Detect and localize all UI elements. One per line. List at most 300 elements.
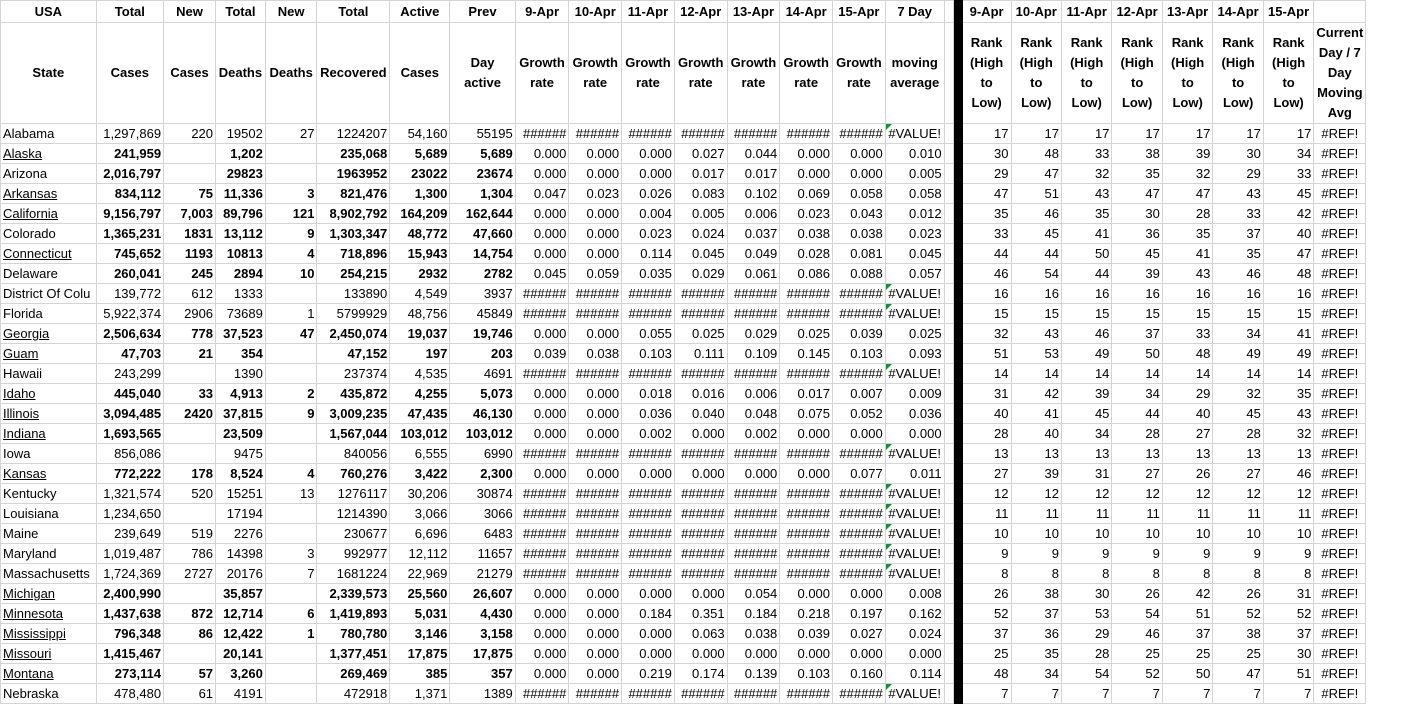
ratio-cell[interactable]: #REF! (1314, 504, 1366, 524)
data-cell[interactable]: 230677 (317, 524, 390, 544)
data-cell[interactable] (265, 584, 317, 604)
data-cell[interactable]: ###### (569, 284, 622, 304)
rank-cell[interactable]: 35 (1112, 164, 1162, 184)
rank-cell[interactable]: 46 (1011, 204, 1061, 224)
rank-cell[interactable]: 35 (1263, 384, 1313, 404)
state-name-cell[interactable]: Kentucky (1, 484, 97, 504)
data-cell[interactable]: 0.000 (515, 164, 569, 184)
rank-cell[interactable]: 10 (1062, 524, 1112, 544)
data-cell[interactable]: 1389 (450, 684, 515, 704)
rank-cell[interactable]: 31 (1062, 464, 1112, 484)
data-cell[interactable]: 20,141 (216, 644, 266, 664)
data-cell[interactable]: 0.162 (885, 604, 944, 624)
data-cell[interactable]: 0.025 (674, 324, 727, 344)
data-cell[interactable]: ###### (569, 124, 622, 144)
rank-cell[interactable]: 9 (962, 544, 1011, 564)
data-cell[interactable]: 23022 (390, 164, 450, 184)
data-cell[interactable]: 1390 (216, 364, 266, 384)
data-cell[interactable]: 3,066 (390, 504, 450, 524)
data-cell[interactable]: 164,209 (390, 204, 450, 224)
data-cell[interactable] (265, 644, 317, 664)
ratio-cell[interactable]: #REF! (1314, 604, 1366, 624)
data-cell[interactable]: 0.000 (569, 624, 622, 644)
state-name-cell[interactable]: Hawaii (1, 364, 97, 384)
data-cell[interactable]: 772,222 (96, 464, 163, 484)
data-cell[interactable]: 0.000 (622, 584, 675, 604)
rank-cell[interactable]: 35 (1011, 644, 1061, 664)
data-cell[interactable]: ###### (780, 504, 833, 524)
rank-cell[interactable]: 13 (1213, 444, 1263, 464)
rank-cell[interactable]: 47 (962, 184, 1011, 204)
data-cell[interactable]: 19,037 (390, 324, 450, 344)
data-cell[interactable]: 6,555 (390, 444, 450, 464)
rank-cell[interactable]: 31 (962, 384, 1011, 404)
ratio-cell[interactable]: #REF! (1314, 384, 1366, 404)
rank-cell[interactable]: 8 (1112, 564, 1162, 584)
data-cell[interactable]: 0.016 (674, 384, 727, 404)
rank-cell[interactable]: 9 (1213, 544, 1263, 564)
header-cell[interactable]: New (265, 1, 317, 23)
data-cell[interactable]: 121 (265, 204, 317, 224)
data-cell[interactable]: 19502 (216, 124, 266, 144)
data-cell[interactable]: 3 (265, 544, 317, 564)
data-cell[interactable]: 3,146 (390, 624, 450, 644)
data-cell[interactable]: 0.160 (833, 664, 886, 684)
rank-cell[interactable]: 52 (1263, 604, 1313, 624)
data-cell[interactable]: 4,255 (390, 384, 450, 404)
data-cell[interactable]: 61 (164, 684, 216, 704)
rank-cell[interactable]: 8 (1062, 564, 1112, 584)
header-cell[interactable]: 13-Apr (1162, 1, 1212, 23)
data-cell[interactable]: 0.000 (569, 224, 622, 244)
data-cell[interactable]: 0.024 (674, 224, 727, 244)
data-cell[interactable]: ###### (674, 284, 727, 304)
data-cell[interactable]: ###### (515, 284, 569, 304)
data-cell[interactable]: ###### (674, 544, 727, 564)
header-cell[interactable]: 14-Apr (1213, 1, 1263, 23)
data-cell[interactable]: 0.002 (727, 424, 780, 444)
data-cell[interactable]: 0.006 (727, 384, 780, 404)
data-cell[interactable] (265, 364, 317, 384)
data-cell[interactable]: #VALUE! (885, 444, 944, 464)
data-cell[interactable]: 0.000 (515, 664, 569, 684)
rank-cell[interactable]: 49 (1263, 344, 1313, 364)
data-cell[interactable]: 0.009 (885, 384, 944, 404)
data-cell[interactable]: 1 (265, 624, 317, 644)
data-cell[interactable]: 13,112 (216, 224, 266, 244)
data-cell[interactable]: ###### (622, 304, 675, 324)
data-cell[interactable]: 0.077 (833, 464, 886, 484)
header-cell[interactable]: Total (96, 1, 163, 23)
data-cell[interactable]: 0.000 (833, 424, 886, 444)
rank-cell[interactable]: 14 (1062, 364, 1112, 384)
data-cell[interactable]: ###### (833, 304, 886, 324)
data-cell[interactable]: 15,943 (390, 244, 450, 264)
rank-cell[interactable]: 34 (1011, 664, 1061, 684)
data-cell[interactable]: 0.114 (885, 664, 944, 684)
data-cell[interactable]: ###### (622, 544, 675, 564)
data-cell[interactable]: 12,422 (216, 624, 266, 644)
data-cell[interactable]: ###### (780, 484, 833, 504)
rank-cell[interactable]: 30 (1062, 584, 1112, 604)
rank-cell[interactable]: 12 (1112, 484, 1162, 504)
rank-cell[interactable]: 47 (1162, 184, 1212, 204)
data-cell[interactable]: 0.000 (515, 224, 569, 244)
rank-cell[interactable]: 10 (1263, 524, 1313, 544)
data-cell[interactable]: ###### (674, 564, 727, 584)
data-cell[interactable]: 0.063 (674, 624, 727, 644)
data-cell[interactable]: ###### (569, 304, 622, 324)
rank-cell[interactable]: 8 (1263, 564, 1313, 584)
data-cell[interactable]: ###### (569, 684, 622, 704)
rank-cell[interactable]: 7 (1112, 684, 1162, 704)
data-cell[interactable]: 0.039 (780, 624, 833, 644)
data-cell[interactable]: 0.000 (569, 584, 622, 604)
data-cell[interactable] (265, 524, 317, 544)
data-cell[interactable]: ###### (833, 504, 886, 524)
data-cell[interactable]: 103,012 (450, 424, 515, 444)
data-cell[interactable]: 0.000 (515, 324, 569, 344)
state-name-cell[interactable]: Iowa (1, 444, 97, 464)
data-cell[interactable]: 2,506,634 (96, 324, 163, 344)
rank-cell[interactable]: 37 (1011, 604, 1061, 624)
data-cell[interactable]: 0.000 (833, 164, 886, 184)
rank-cell[interactable]: 48 (962, 664, 1011, 684)
header-cell[interactable]: Growth rate (833, 23, 886, 124)
rank-cell[interactable]: 29 (1162, 384, 1212, 404)
rank-cell[interactable]: 48 (1011, 144, 1061, 164)
header-cell[interactable]: Growth rate (569, 23, 622, 124)
data-cell[interactable]: 0.000 (515, 604, 569, 624)
rank-cell[interactable]: 10 (1162, 524, 1212, 544)
data-cell[interactable] (265, 424, 317, 444)
data-cell[interactable]: 3937 (450, 284, 515, 304)
data-cell[interactable]: 14398 (216, 544, 266, 564)
data-cell[interactable]: 0.011 (885, 464, 944, 484)
data-cell[interactable]: ###### (833, 444, 886, 464)
rank-cell[interactable]: 15 (1112, 304, 1162, 324)
data-cell[interactable]: 385 (390, 664, 450, 684)
data-cell[interactable]: ###### (833, 684, 886, 704)
state-name-cell[interactable]: Delaware (1, 264, 97, 284)
data-cell[interactable]: 0.000 (674, 644, 727, 664)
ratio-cell[interactable]: #REF! (1314, 684, 1366, 704)
ratio-cell[interactable]: #REF! (1314, 344, 1366, 364)
rank-cell[interactable]: 38 (1213, 624, 1263, 644)
header-cell[interactable]: 11-Apr (622, 1, 675, 23)
data-cell[interactable]: 14,754 (450, 244, 515, 264)
data-cell[interactable]: 0.058 (885, 184, 944, 204)
data-cell[interactable]: 47 (265, 324, 317, 344)
data-cell[interactable]: 27 (265, 124, 317, 144)
rank-cell[interactable]: 8 (1213, 564, 1263, 584)
state-name-cell[interactable]: Maryland (1, 544, 97, 564)
data-cell[interactable]: 1,437,638 (96, 604, 163, 624)
state-name-cell[interactable]: Michigan (1, 584, 97, 604)
data-cell[interactable]: 0.000 (833, 584, 886, 604)
ratio-cell[interactable]: #REF! (1314, 284, 1366, 304)
ratio-cell[interactable]: #REF! (1314, 544, 1366, 564)
data-cell[interactable]: 254,215 (317, 264, 390, 284)
data-cell[interactable]: 1,304 (450, 184, 515, 204)
state-name-cell[interactable]: Nebraska (1, 684, 97, 704)
data-cell[interactable]: 0.024 (885, 624, 944, 644)
rank-cell[interactable]: 7 (962, 684, 1011, 704)
header-cell[interactable]: Rank (High to Low) (1062, 23, 1112, 124)
data-cell[interactable]: #VALUE! (885, 364, 944, 384)
ratio-cell[interactable]: #REF! (1314, 624, 1366, 644)
data-cell[interactable]: 0.219 (622, 664, 675, 684)
data-cell[interactable] (265, 284, 317, 304)
data-cell[interactable]: 0.218 (780, 604, 833, 624)
data-cell[interactable] (265, 344, 317, 364)
state-name-cell[interactable]: Montana (1, 664, 97, 684)
state-name-cell[interactable]: Minnesota (1, 604, 97, 624)
rank-cell[interactable]: 16 (1162, 284, 1212, 304)
rank-cell[interactable]: 49 (1213, 344, 1263, 364)
data-cell[interactable]: 75 (164, 184, 216, 204)
data-cell[interactable]: 4 (265, 244, 317, 264)
data-cell[interactable]: 235,068 (317, 144, 390, 164)
rank-cell[interactable]: 39 (1162, 144, 1212, 164)
data-cell[interactable]: 30874 (450, 484, 515, 504)
header-cell[interactable]: Rank (High to Low) (1011, 23, 1061, 124)
data-cell[interactable]: 0.045 (885, 244, 944, 264)
rank-cell[interactable]: 14 (962, 364, 1011, 384)
rank-cell[interactable]: 44 (1112, 404, 1162, 424)
rank-cell[interactable]: 12 (1011, 484, 1061, 504)
header-cell[interactable]: Rank (High to Low) (962, 23, 1011, 124)
data-cell[interactable]: 0.048 (727, 404, 780, 424)
rank-cell[interactable]: 29 (962, 164, 1011, 184)
data-cell[interactable]: 0.010 (885, 144, 944, 164)
data-cell[interactable]: 0.005 (674, 204, 727, 224)
data-cell[interactable]: 237374 (317, 364, 390, 384)
rank-cell[interactable]: 15 (1263, 304, 1313, 324)
data-cell[interactable]: 0.000 (727, 464, 780, 484)
data-cell[interactable]: 9 (265, 404, 317, 424)
data-cell[interactable]: 3,158 (450, 624, 515, 644)
rank-cell[interactable]: 8 (1162, 564, 1212, 584)
state-name-cell[interactable]: Mississippi (1, 624, 97, 644)
data-cell[interactable]: ###### (515, 564, 569, 584)
rank-cell[interactable]: 32 (962, 324, 1011, 344)
rank-cell[interactable]: 37 (1112, 324, 1162, 344)
header-cell[interactable]: Growth rate (515, 23, 569, 124)
data-cell[interactable]: 786 (164, 544, 216, 564)
ratio-cell[interactable]: #REF! (1314, 484, 1366, 504)
rank-cell[interactable]: 51 (1263, 664, 1313, 684)
state-name-cell[interactable]: District Of Colu (1, 284, 97, 304)
rank-cell[interactable]: 40 (1162, 404, 1212, 424)
data-cell[interactable]: 15251 (216, 484, 266, 504)
data-cell[interactable]: 0.000 (622, 464, 675, 484)
data-cell[interactable]: 1,377,451 (317, 644, 390, 664)
data-cell[interactable]: 178 (164, 464, 216, 484)
header-cell[interactable]: Recovered (317, 23, 390, 124)
data-cell[interactable]: 239,649 (96, 524, 163, 544)
rank-cell[interactable]: 39 (1112, 264, 1162, 284)
rank-cell[interactable]: 30 (1112, 204, 1162, 224)
data-cell[interactable]: 19,746 (450, 324, 515, 344)
data-cell[interactable]: 0.027 (674, 144, 727, 164)
ratio-cell[interactable]: #REF! (1314, 644, 1366, 664)
data-cell[interactable]: 20176 (216, 564, 266, 584)
data-cell[interactable]: 821,476 (317, 184, 390, 204)
rank-cell[interactable]: 32 (1213, 384, 1263, 404)
data-cell[interactable]: 2,016,797 (96, 164, 163, 184)
header-cell[interactable]: Current Day / 7 Day Moving Avg (1314, 23, 1366, 124)
data-cell[interactable]: 5,073 (450, 384, 515, 404)
data-cell[interactable]: 0.025 (885, 324, 944, 344)
rank-cell[interactable]: 43 (1011, 324, 1061, 344)
data-cell[interactable]: 796,348 (96, 624, 163, 644)
data-cell[interactable]: 760,276 (317, 464, 390, 484)
rank-cell[interactable]: 39 (1011, 464, 1061, 484)
data-cell[interactable]: 0.012 (885, 204, 944, 224)
data-cell[interactable]: 445,040 (96, 384, 163, 404)
data-cell[interactable]: 0.109 (727, 344, 780, 364)
data-cell[interactable]: 5,689 (390, 144, 450, 164)
rank-cell[interactable]: 47 (1011, 164, 1061, 184)
data-cell[interactable]: 354 (216, 344, 266, 364)
data-cell[interactable]: 25,560 (390, 584, 450, 604)
header-cell[interactable]: Rank (High to Low) (1162, 23, 1212, 124)
data-cell[interactable]: 37,815 (216, 404, 266, 424)
rank-cell[interactable]: 11 (1162, 504, 1212, 524)
data-cell[interactable]: 10813 (216, 244, 266, 264)
data-cell[interactable]: 0.045 (674, 244, 727, 264)
data-cell[interactable]: 0.000 (674, 584, 727, 604)
rank-cell[interactable]: 28 (1062, 644, 1112, 664)
rank-cell[interactable]: 27 (1213, 464, 1263, 484)
data-cell[interactable]: 0.174 (674, 664, 727, 684)
data-cell[interactable]: ###### (674, 124, 727, 144)
data-cell[interactable]: 6483 (450, 524, 515, 544)
state-name-cell[interactable]: California (1, 204, 97, 224)
ratio-cell[interactable]: #REF! (1314, 364, 1366, 384)
data-cell[interactable]: ###### (622, 124, 675, 144)
data-cell[interactable]: 7 (265, 564, 317, 584)
data-cell[interactable]: 0.000 (515, 204, 569, 224)
data-cell[interactable]: 260,041 (96, 264, 163, 284)
data-cell[interactable]: 0.002 (622, 424, 675, 444)
data-cell[interactable]: 220 (164, 124, 216, 144)
rank-cell[interactable]: 26 (1112, 584, 1162, 604)
data-cell[interactable]: 5,689 (450, 144, 515, 164)
ratio-cell[interactable]: #REF! (1314, 124, 1366, 144)
header-cell[interactable]: Day active (450, 23, 515, 124)
rank-cell[interactable]: 42 (1162, 584, 1212, 604)
state-name-cell[interactable]: Missouri (1, 644, 97, 664)
data-cell[interactable] (265, 664, 317, 684)
rank-cell[interactable]: 53 (1011, 344, 1061, 364)
data-cell[interactable]: 0.000 (780, 584, 833, 604)
ratio-cell[interactable]: #REF! (1314, 264, 1366, 284)
header-cell[interactable]: Total (317, 1, 390, 23)
rank-cell[interactable]: 13 (962, 444, 1011, 464)
data-cell[interactable]: 0.057 (885, 264, 944, 284)
rank-cell[interactable]: 7 (1011, 684, 1061, 704)
data-cell[interactable]: ###### (780, 444, 833, 464)
data-cell[interactable] (164, 584, 216, 604)
rank-cell[interactable]: 16 (1213, 284, 1263, 304)
rank-cell[interactable]: 13 (1162, 444, 1212, 464)
data-cell[interactable]: ###### (727, 304, 780, 324)
data-cell[interactable]: 0.017 (727, 164, 780, 184)
data-cell[interactable] (265, 444, 317, 464)
data-cell[interactable]: 0.018 (622, 384, 675, 404)
header-cell[interactable]: Cases (96, 23, 163, 124)
rank-cell[interactable]: 25 (1112, 644, 1162, 664)
data-cell[interactable]: ###### (833, 124, 886, 144)
rank-cell[interactable]: 16 (1011, 284, 1061, 304)
data-cell[interactable]: #VALUE! (885, 684, 944, 704)
data-cell[interactable]: 21279 (450, 564, 515, 584)
rank-cell[interactable]: 36 (1011, 624, 1061, 644)
data-cell[interactable]: 46,130 (450, 404, 515, 424)
data-cell[interactable]: 139,772 (96, 284, 163, 304)
rank-cell[interactable]: 34 (1213, 324, 1263, 344)
data-cell[interactable]: 0.000 (622, 644, 675, 664)
data-cell[interactable]: 1,321,574 (96, 484, 163, 504)
rank-cell[interactable]: 37 (962, 624, 1011, 644)
data-cell[interactable]: ###### (727, 364, 780, 384)
header-cell[interactable]: 7 Day (885, 1, 944, 23)
data-cell[interactable]: 872 (164, 604, 216, 624)
data-cell[interactable]: 1,297,869 (96, 124, 163, 144)
data-cell[interactable]: 0.088 (833, 264, 886, 284)
data-cell[interactable]: 89,796 (216, 204, 266, 224)
rank-cell[interactable]: 9 (1263, 544, 1313, 564)
data-cell[interactable]: 4691 (450, 364, 515, 384)
rank-cell[interactable]: 46 (1062, 324, 1112, 344)
data-cell[interactable]: ###### (622, 284, 675, 304)
data-cell[interactable]: 834,112 (96, 184, 163, 204)
data-cell[interactable]: 0.049 (727, 244, 780, 264)
data-cell[interactable]: 0.007 (833, 384, 886, 404)
data-cell[interactable]: 103,012 (390, 424, 450, 444)
data-cell[interactable]: 1,300 (390, 184, 450, 204)
rank-cell[interactable]: 25 (962, 644, 1011, 664)
state-name-cell[interactable]: Connecticut (1, 244, 97, 264)
data-cell[interactable]: 0.023 (569, 184, 622, 204)
data-cell[interactable]: 0.000 (569, 204, 622, 224)
data-cell[interactable]: 1,019,487 (96, 544, 163, 564)
data-cell[interactable]: 1,365,231 (96, 224, 163, 244)
data-cell[interactable]: ###### (833, 484, 886, 504)
data-cell[interactable]: 13 (265, 484, 317, 504)
data-cell[interactable]: ###### (515, 364, 569, 384)
ratio-cell[interactable]: #REF! (1314, 324, 1366, 344)
rank-cell[interactable]: 25 (1213, 644, 1263, 664)
ratio-cell[interactable]: #REF! (1314, 144, 1366, 164)
data-cell[interactable]: 3,009,235 (317, 404, 390, 424)
data-cell[interactable]: 0.044 (727, 144, 780, 164)
header-cell[interactable]: 15-Apr (833, 1, 886, 23)
rank-cell[interactable]: 37 (1263, 624, 1313, 644)
data-cell[interactable]: 840056 (317, 444, 390, 464)
data-cell[interactable]: 0.069 (780, 184, 833, 204)
data-cell[interactable]: 4,535 (390, 364, 450, 384)
data-cell[interactable]: 472918 (317, 684, 390, 704)
data-cell[interactable]: 0.005 (885, 164, 944, 184)
data-cell[interactable]: 5,031 (390, 604, 450, 624)
rank-cell[interactable]: 33 (1062, 144, 1112, 164)
rank-cell[interactable]: 9 (1062, 544, 1112, 564)
data-cell[interactable]: #VALUE! (885, 504, 944, 524)
rank-cell[interactable]: 45 (1062, 404, 1112, 424)
